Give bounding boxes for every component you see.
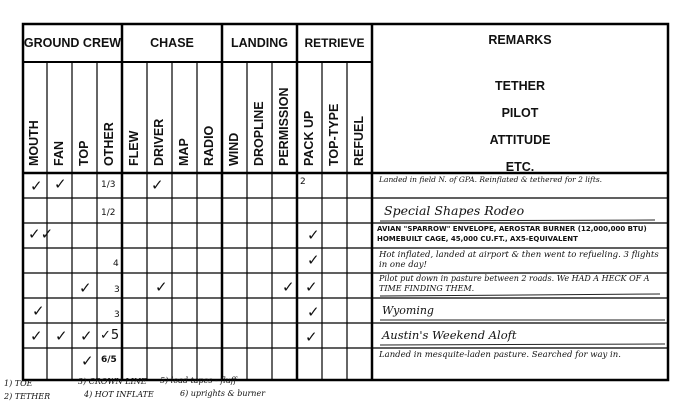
row1-other-note: 1/3 [101, 180, 116, 190]
col-other: OTHER [102, 122, 116, 166]
row1-driver-check: ✓ [151, 176, 164, 194]
row1-remark: Landed in field N. of GPA. Reinflated & tethered for 2 lifts. [379, 175, 603, 184]
row4-other-note: 4 [113, 259, 119, 269]
row7-top-check: ✓ [80, 327, 93, 345]
footnote-4: 4) HOT INFLATE [84, 390, 154, 399]
pilot-label: PILOT [501, 106, 539, 120]
row8-other-note: 6/5 [101, 355, 117, 365]
row1-packup-note: 2 [300, 177, 306, 187]
row3-remark: AVIAN "SPARROW" ENVELOPE, AEROSTAR BURNER (12,000,000 BTU) HOMEBUILT CAGE, 45,000 CU.FT., AX5-EQUIVALENT [377, 225, 647, 243]
col-map: MAP [177, 138, 191, 166]
row5-packup-check: ✓ [305, 278, 318, 296]
attitude-label: ATTITUDE [489, 133, 551, 147]
col-refuel: REFUEL [352, 116, 366, 166]
footnote-1: 1) TOE [4, 379, 33, 388]
retrieve-header: RETRIEVE [304, 36, 365, 50]
row1-mouth-check: ✓ [30, 177, 43, 195]
row7-other-note: ✓5 [100, 328, 120, 343]
row6-remark: Wyoming [382, 304, 434, 317]
row4-packup-check: ✓ [307, 251, 320, 269]
col-toptype: TOP-TYPE [327, 103, 341, 166]
chase-header: CHASE [150, 36, 194, 50]
row5-permission-check: ✓ [282, 278, 295, 296]
row2-other-note: 1/2 [101, 208, 116, 218]
col-top: TOP [77, 140, 91, 166]
col-dropline: DROPLINE [252, 101, 266, 166]
row5-other-note: 3 [114, 285, 120, 295]
row5-top-check: ✓ [79, 279, 92, 297]
col-radio: RADIO [202, 125, 216, 166]
landing-header: LANDING [231, 36, 288, 50]
col-fan: FAN [52, 141, 66, 166]
footnote-6: 6) uprights & burner [180, 389, 266, 398]
tether-label: TETHER [495, 79, 545, 93]
row5-remark: Pilot put down in pasture between 2 roads. We HAD A HECK OF A TIME FINDING THEM. [379, 274, 650, 293]
remarks-header: REMARKS [488, 33, 552, 47]
row3-packup-check: ✓ [307, 226, 320, 244]
ground-crew-header: GROUND CREW [23, 36, 122, 50]
row6-packup-check: ✓ [307, 303, 320, 321]
col-mouth: MOUTH [27, 120, 41, 166]
row7-remark: Austin's Weekend Aloft [382, 328, 517, 342]
row6-other-note: 3 [114, 310, 120, 320]
footnote-2: 2) TETHER [4, 392, 51, 401]
row8-remark: Landed in mesquite-laden pasture. Searched for way in. [379, 350, 621, 360]
row4-remark: Hot inflated, landed at airport & then went to refueling. 3 flights in one day! [379, 250, 659, 270]
row6-mouth-check: ✓ [32, 302, 45, 320]
etc-label: ETC. [505, 160, 535, 174]
row8-top-check: ✓ [81, 352, 94, 370]
row5-driver-check: ✓ [155, 278, 168, 296]
row7-mouth-check: ✓ [30, 327, 43, 345]
col-permission: PERMISSION [277, 87, 291, 166]
footnote-5: 5) load tapes - fluff [160, 376, 237, 385]
row1-fan-check: ✓ [54, 175, 67, 193]
col-packup: PACK UP [302, 110, 316, 166]
col-wind: WIND [227, 132, 241, 166]
col-flew: FLEW [127, 130, 141, 166]
row2-remark: Special Shapes Rodeo [384, 203, 525, 218]
footnote-3: 3) CROWN LINE [78, 377, 147, 386]
row7-packup-check: ✓ [305, 328, 318, 346]
row7-fan-check: ✓ [55, 327, 68, 345]
row3-mouth-check: ✓✓ [28, 225, 54, 243]
col-driver: DRIVER [152, 118, 166, 166]
